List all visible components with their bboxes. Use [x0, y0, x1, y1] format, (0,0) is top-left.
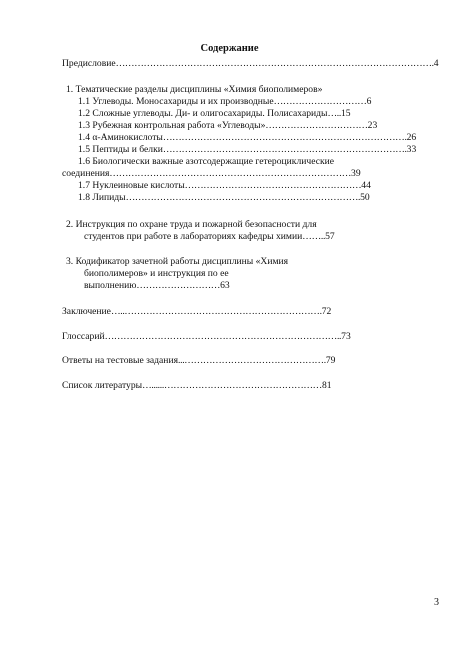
toc-entry-label: 1.4 α-Аминокислоты — [78, 132, 163, 143]
toc-entry-label: 1.8 Липиды — [78, 192, 126, 203]
toc-entry-page: 6 — [366, 96, 372, 107]
toc-entry-label: 1.5 Пептиды и белки — [78, 144, 163, 155]
toc-entry-1-7 — [78, 180, 386, 192]
toc-entry-page: 26 — [406, 132, 417, 143]
toc-section-label-continued: студентов при работе в лабораториях кафедры химии — [84, 231, 303, 242]
toc-entry-page: 33 — [406, 144, 417, 155]
toc-entry-conclusion — [62, 306, 386, 318]
page-title: Содержание — [200, 43, 259, 54]
toc-entry-1-5 — [78, 144, 417, 156]
toc-section-2-line2 — [84, 231, 384, 243]
toc-entry-page: 79 — [325, 355, 336, 366]
toc-entry-label: Заключение — [62, 306, 111, 317]
toc-entry-label: 1.1 Углеводы. Моносахариды и их производные — [78, 96, 274, 107]
toc-entry-1-8 — [78, 192, 386, 204]
toc-leader-dots: ...………………………………………. — [178, 355, 326, 366]
toc-entry-page: 50 — [360, 192, 370, 203]
toc-leader-dots: …………………………………………………………………………………………. — [115, 58, 434, 69]
toc-entry-1-4 — [78, 132, 417, 144]
toc-entry-label: Глоссарий — [62, 331, 105, 342]
toc-entry-1-2 — [78, 108, 386, 120]
toc-entry-label: Список литературы — [62, 380, 143, 391]
toc-leader-dots: …..………………………………………………………. — [110, 306, 322, 317]
toc-section-label: Тематические разделы дисциплины «Химия биополимеров» — [75, 84, 323, 95]
toc-entry-label-continued: соединения — [62, 168, 110, 179]
toc-section-number: 3. — [66, 256, 74, 267]
toc-leader-dots: …………………………… — [265, 120, 368, 131]
toc-leader-dots: …......…………………………………………… — [142, 380, 322, 391]
toc-leader-dots: …………………………………………………………………. — [125, 192, 361, 203]
toc-section-label: Кодификатор зачетной работы дисциплины «Химия — [75, 256, 289, 267]
page-number: 3 — [434, 597, 439, 608]
toc-section-number: 1. — [66, 84, 74, 95]
toc-leader-dots: …….. — [302, 231, 326, 242]
toc-entry-label: 1.7 Нуклеиновые кислоты — [78, 180, 185, 191]
toc-section-label-continued: биополимеров» и инструкция по ее — [84, 268, 229, 279]
toc-entry-page: 44 — [361, 180, 371, 191]
toc-entry-page: 57 — [325, 231, 335, 242]
toc-entry-1-1 — [78, 96, 386, 108]
toc-entry-page: 63 — [220, 280, 230, 291]
toc-section-3-line3 — [84, 280, 384, 292]
toc-entry-page: 15 — [340, 108, 351, 119]
toc-section-label: Инструкция по охране труда и пожарной безопасности для — [75, 219, 317, 230]
toc-leader-dots: ….. — [327, 108, 341, 119]
toc-leader-dots: …………………………………………………………………… — [109, 168, 352, 179]
toc-entry-label: 1.2 Сложные углеводы. Ди- и олигосахариды. Полисахариды — [78, 108, 328, 119]
toc-entry-page: 73 — [341, 331, 351, 342]
toc-leader-dots: ………………………… — [273, 96, 367, 107]
toc-entry-glossary — [62, 331, 386, 343]
toc-entry-label: Ответы на тестовые задания — [62, 355, 178, 366]
toc-entry-1-3 — [78, 120, 386, 132]
toc-entry-references — [62, 380, 386, 392]
toc-entry-page: 72 — [321, 306, 332, 317]
toc-entry-answers — [62, 355, 386, 367]
toc-leader-dots: ………………………………………………………………….. — [104, 331, 342, 342]
toc-entry-1-6-line2 — [62, 168, 386, 180]
toc-entry-1-6-line1 — [78, 156, 386, 168]
toc-entry-page: 23 — [367, 120, 378, 131]
toc-leader-dots: ……………………………………………………………………. — [162, 144, 407, 155]
toc-entry-label: Предисловие — [62, 58, 116, 69]
toc-section-3-line2 — [84, 268, 384, 280]
toc-leader-dots: ……………………… — [136, 280, 221, 291]
toc-leader-dots: ……………………………………………………………………. — [162, 132, 407, 143]
toc-entry-label: 1.6 Биологически важные азотсодержащие гетероциклические — [78, 156, 335, 167]
toc-section-1-heading — [66, 84, 386, 96]
toc-entry-page: 39 — [351, 168, 361, 179]
toc-section-2-line1 — [66, 219, 386, 231]
toc-section-label-continued: выполнению — [84, 280, 137, 291]
toc-entry-preface — [62, 58, 439, 70]
toc-section-number: 2. — [66, 219, 74, 230]
toc-leader-dots: ………………………………………………… — [184, 180, 362, 191]
toc-section-3-line1 — [66, 256, 386, 268]
toc-entry-page: 4 — [433, 58, 439, 69]
toc-entry-label: 1.3 Рубежная контрольная работа «Углеводы» — [78, 120, 266, 131]
toc-entry-page: 81 — [321, 380, 332, 391]
